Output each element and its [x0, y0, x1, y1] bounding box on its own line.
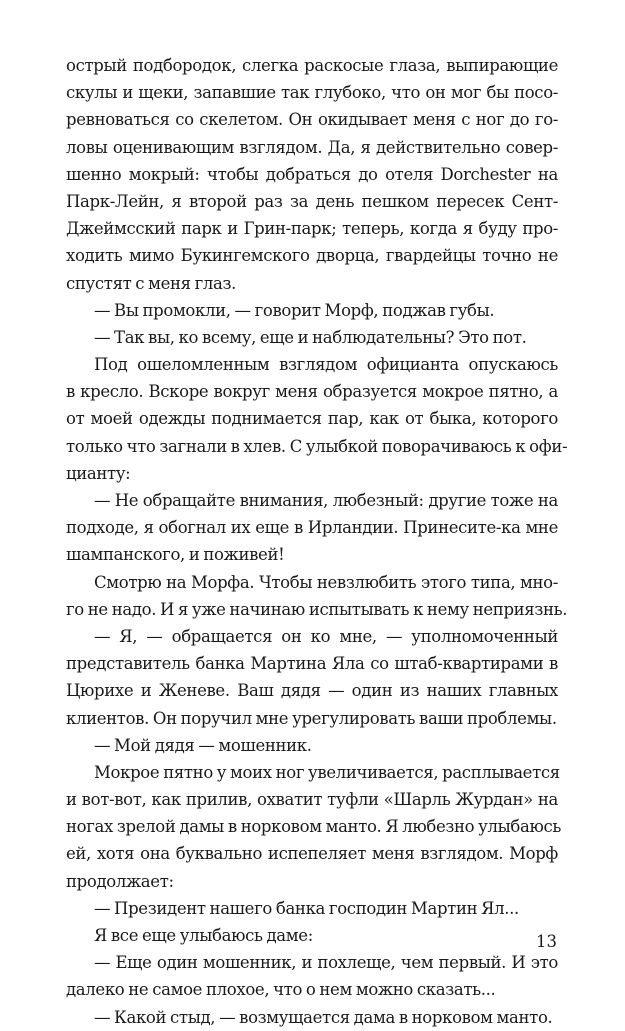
text-line: Я все еще улыбаюсь даме:	[94, 926, 313, 945]
text-line: Под ошеломленным взглядом официанта опускаюсь	[94, 355, 558, 375]
text-line: цианту:	[66, 463, 131, 483]
text-line: ногах зрелой дамы в норковом манто. Я любезно улыбаюсь	[66, 817, 562, 837]
text-line: ловы оценивающим взглядом. Да, я действительно совер-	[66, 137, 558, 157]
text-line: представитель банка Мартина Яла со штаб-квартирами в	[66, 654, 558, 674]
text-line: только что загнали в хлев. С улыбкой поворачиваюсь к офи-	[66, 436, 568, 456]
text-line: шенно мокрый: чтобы добраться до отеля Dorchester на	[66, 164, 558, 184]
text-line: подходе, я обогнал их еще в Ирландии. Принесите-ка мне	[66, 518, 558, 538]
text-line: — Президент нашего банка господин Мартин Ял...	[94, 898, 519, 918]
text-line: — Какой стыд, — возмущается дама в норковом манто.	[94, 1007, 553, 1027]
page-number: 13	[536, 932, 557, 951]
text-line: продолжает:	[66, 871, 174, 891]
text-line: — Я, — обращается он ко мне, — уполномоченный	[94, 626, 558, 646]
text-line: и вот-вот, как прилив, охватит туфли «Шарль Журдан» на	[66, 790, 558, 810]
text-line: в кресло. Вскоре вокруг меня образуется мокрое пятно, а	[66, 382, 558, 402]
text-line: Смотрю на Морфа. Чтобы невзлюбить этого типа, мно-	[94, 572, 558, 592]
text-line: го не надо. И я уже начинаю испытывать к нему неприязнь.	[66, 599, 568, 619]
text-line: острый подбородок, слегка раскосые глаза, выпирающие	[66, 56, 558, 75]
text-line: — Мой дядя — мошенник.	[94, 735, 312, 755]
text-line: шампанского, и поживей!	[66, 545, 285, 565]
book-page-text	[66, 52, 568, 1031]
text-line: — Еще один мошенник, и похлеще, чем первый. И это	[94, 953, 558, 973]
text-line: клиентов. Он поручил мне урегулировать ваши проблемы.	[66, 708, 557, 728]
text-line: далеко не самое плохое, что о нем можно сказать...	[66, 980, 496, 1000]
text-line: — Вы промокли, — говорит Морф, поджав губы.	[94, 300, 495, 320]
text-line: спустят с меня глаз.	[66, 273, 237, 293]
text-line: ходить мимо Букингемского дворца, гвардейцы точно не	[66, 246, 558, 266]
text-line: ей, хотя она буквально испепеляет меня взглядом. Морф	[66, 844, 558, 864]
text-line: Мокрое пятно у моих ног увеличивается, расплывается	[94, 762, 560, 782]
text-line: Джеймсский парк и Грин-парк; теперь, когда я буду про-	[66, 219, 558, 239]
text-line: ревноваться со скелетом. Он окидывает меня с ног до го-	[66, 110, 558, 130]
text-line: — Не обращайте внимания, любезный: другие тоже на	[94, 491, 558, 510]
text-line: скулы и щеки, запавшие так глубоко, что он мог бы посо-	[66, 83, 558, 103]
text-line: — Так вы, ко всему, еще и наблюдательны? Это пот.	[94, 327, 527, 347]
text-line: Парк-Лейн, я второй раз за день пешком пересек Сент-	[66, 191, 558, 211]
text-line: Цюрихе и Женеве. Ваш дядя — один из наших главных	[66, 681, 558, 701]
text-line: от моей одежды поднимается пар, как от быка, которого	[66, 409, 558, 429]
